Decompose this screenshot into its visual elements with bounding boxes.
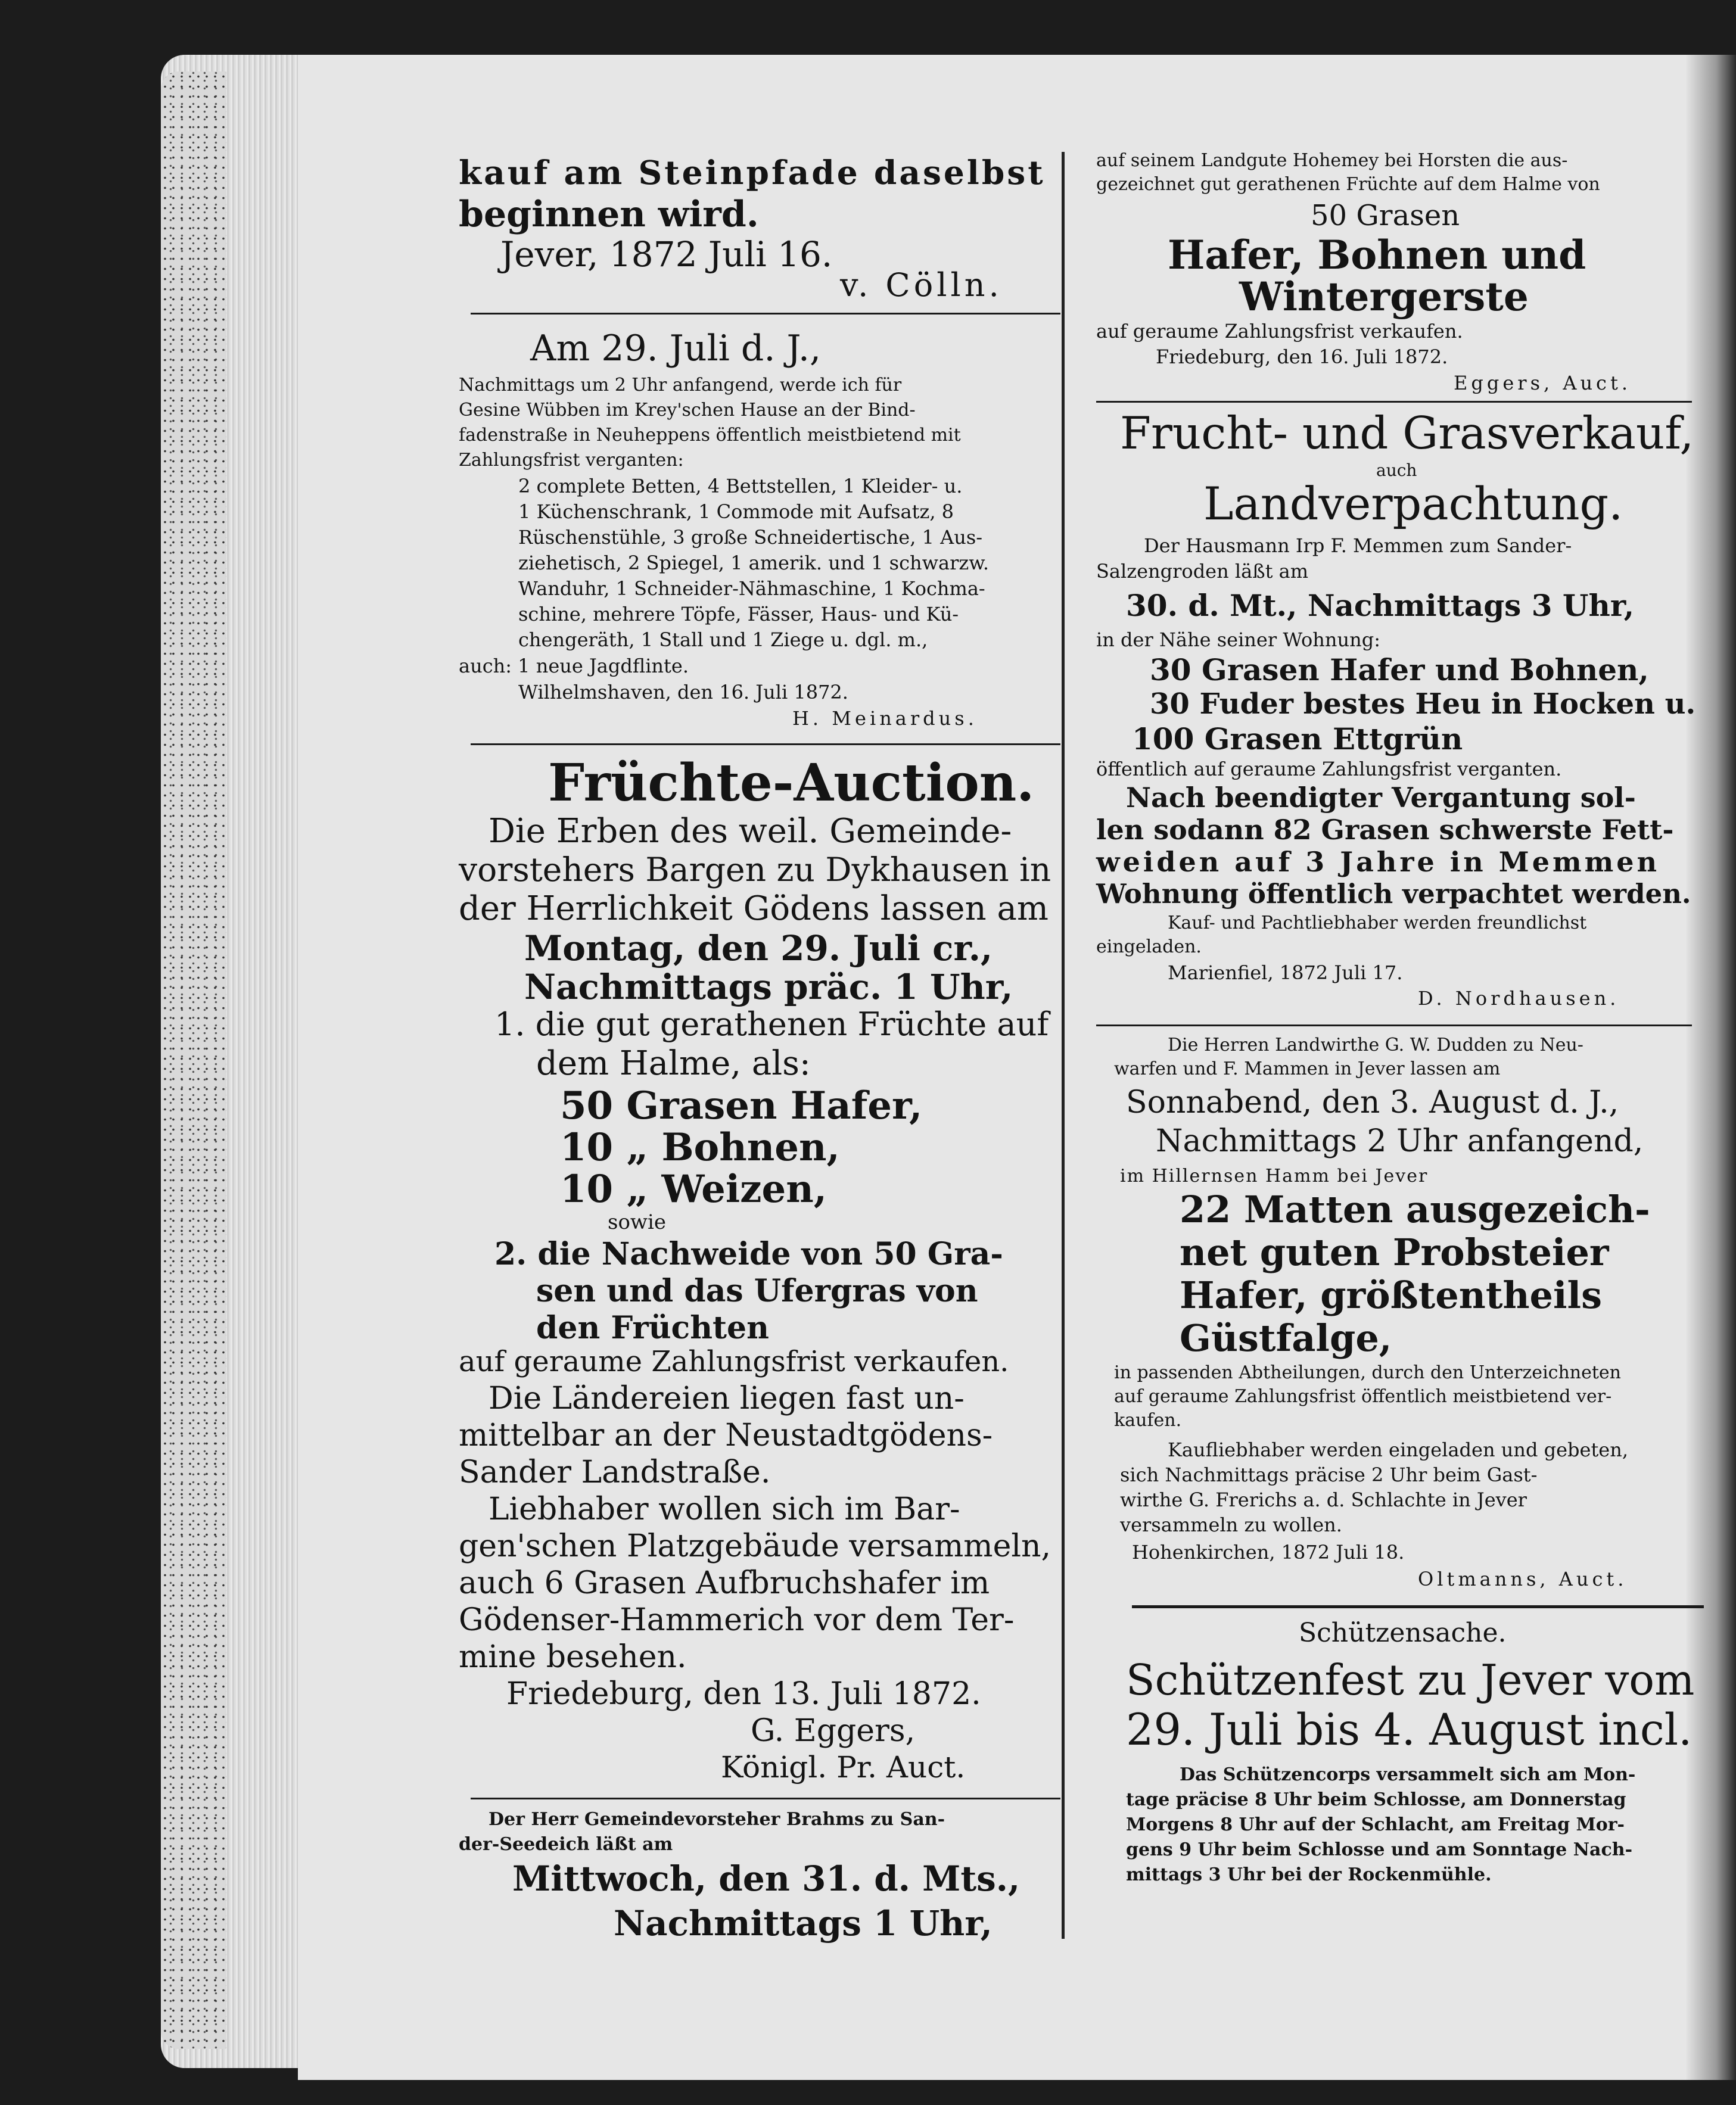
ad-line: 2. die Nachweide von 50 Gra- — [494, 1236, 1003, 1272]
ad-line: Salzengroden läßt am — [1096, 560, 1309, 583]
ad-line: 1 Küchenschrank, 1 Commode mit Aufsatz, 8 — [518, 500, 954, 523]
ad-line: Zahlungsfrist verganten: — [459, 450, 684, 471]
auction-time: Nachmittags präc. 1 Uhr, — [524, 967, 1013, 1007]
ad-line: weiden auf 3 Jahre in Memmen — [1096, 846, 1660, 878]
speckled-book-edge — [161, 71, 226, 2049]
place-date: Friedeburg, den 13. Juli 1872. — [506, 1676, 981, 1712]
ad-separator — [471, 313, 1060, 314]
ad-line: Kaufliebhaber werden eingeladen und gebeten, — [1168, 1438, 1629, 1461]
ad-line: wirthe G. Frerichs a. d. Schlachte in Jever — [1120, 1489, 1527, 1511]
ad-line: Gesine Wübben im Krey'schen Hause an der Bind- — [459, 400, 916, 421]
ad-line: mittelbar an der Neustadtgödens- — [459, 1418, 993, 1453]
lot-line: 100 Grasen Ettgrün — [1132, 721, 1463, 756]
ad-line: Nach beendigter Vergantung sol- — [1126, 781, 1636, 814]
ad-line: fadenstraße in Neuheppens öffentlich meistbietend mit — [459, 425, 961, 446]
ad-separator — [1132, 1605, 1704, 1608]
auction-date: Montag, den 29. Juli cr., — [524, 928, 993, 969]
ad-line: in passenden Abtheilungen, durch den Unterzeichneten — [1114, 1362, 1621, 1383]
ad-line: auf geraume Zahlungsfrist verkaufen. — [1096, 320, 1463, 342]
section-kicker: Schützensache. — [1299, 1618, 1507, 1648]
ad-line: eingeladen. — [1096, 936, 1202, 957]
ad-line: sowie — [608, 1210, 667, 1234]
lot-line: 30 Fuder bestes Heu in Hocken u. — [1150, 687, 1696, 721]
place-date: Hohenkirchen, 1872 Juli 18. — [1132, 1541, 1405, 1564]
place-date: Jever, 1872 Juli 16. — [500, 234, 833, 275]
ad-separator — [1096, 1025, 1692, 1026]
lot-line: 10 „ Bohnen, — [560, 1125, 840, 1170]
ad-line: 50 Grasen — [1311, 199, 1460, 232]
ad-line: kaufen. — [1114, 1410, 1182, 1431]
lot-line: 30 Grasen Hafer und Bohnen, — [1150, 652, 1649, 687]
ad-line: Nachmittags um 2 Uhr anfangend, werde ich für — [459, 375, 902, 396]
ad-line: sich Nachmittags präcise 2 Uhr beim Gast- — [1120, 1463, 1538, 1486]
auction-date: 30. d. Mt., Nachmittags 3 Uhr, — [1126, 588, 1635, 623]
ad-heading: Am 29. Juli d. J., — [530, 328, 822, 369]
ad-heading: Schützenfest zu Jever vom — [1126, 1655, 1695, 1705]
auction-date: Sonnabend, den 3. August d. J., — [1126, 1085, 1619, 1120]
ad-line: dem Halme, als: — [536, 1044, 811, 1083]
ad-line: Die Erben des weil. Gemeinde- — [489, 812, 1012, 851]
ad-line: schine, mehrere Töpfe, Fässer, Haus- und Kü- — [518, 603, 959, 625]
ad-line: Kauf- und Pachtliebhaber werden freundlichst — [1168, 913, 1587, 933]
ad-line: versammeln zu wollen. — [1120, 1514, 1342, 1536]
ad-line: gezeichnet gut gerathenen Früchte auf dem Halme von — [1096, 174, 1600, 195]
lot-line: Güstfalge, — [1180, 1316, 1392, 1360]
ad-subheading: Landverpachtung. — [1203, 477, 1623, 530]
ad-line: Sander Landstraße. — [459, 1455, 771, 1490]
ad-line: len sodann 82 Grasen schwerste Fett- — [1096, 814, 1674, 846]
lot-line: Wintergerste — [1239, 273, 1529, 320]
auction-time: Nachmittags 2 Uhr anfangend, — [1156, 1123, 1644, 1159]
column-divider — [1062, 152, 1065, 1939]
ad-line: auf geraume Zahlungsfrist öffentlich meistbietend ver- — [1114, 1386, 1612, 1407]
continued-line: beginnen wird. — [459, 194, 759, 235]
ad-heading: Früchte-Auction. — [548, 753, 1035, 813]
signature: v. Cölln. — [840, 266, 1003, 304]
ad-line: Wanduhr, 1 Schneider-Nähmaschine, 1 Kochma- — [518, 577, 985, 600]
ad-line: auch: 1 neue Jagdflinte. — [459, 655, 689, 677]
gutter-shadow — [1686, 55, 1736, 2080]
ad-line: Liebhaber wollen sich im Bar- — [489, 1491, 960, 1527]
signature: G. Eggers, — [751, 1713, 916, 1749]
ad-line: auch 6 Grasen Aufbruchshafer im — [459, 1565, 990, 1601]
ad-line: Die Herren Landwirthe G. W. Dudden zu Neu- — [1168, 1035, 1583, 1055]
auction-date: Mittwoch, den 31. d. Mts., — [512, 1858, 1021, 1899]
signature-title: Königl. Pr. Auct. — [721, 1750, 966, 1785]
ad-line: chengeräth, 1 Stall und 1 Ziege u. dgl. m., — [518, 628, 928, 651]
auction-time: Nachmittags 1 Uhr, — [614, 1903, 993, 1944]
ad-line: sen und das Ufergras von — [536, 1273, 978, 1309]
ad-line: im Hillernsen Hamm bei Jever — [1120, 1166, 1429, 1187]
ad-line: in der Nähe seiner Wohnung: — [1096, 628, 1380, 651]
ad-line: auch — [1376, 460, 1417, 480]
ad-line: auf seinem Landgute Hohemey bei Horsten die aus- — [1096, 150, 1568, 171]
ad-line: 2 complete Betten, 4 Bettstellen, 1 Kleider- u. — [518, 475, 963, 497]
ad-line: Die Ländereien liegen fast un- — [489, 1381, 965, 1416]
ad-line: tage präcise 8 Uhr beim Schlosse, am Donnerstag — [1126, 1789, 1626, 1810]
signature: H. Meinardus. — [792, 707, 978, 730]
lot-line: net guten Probsteier — [1180, 1231, 1609, 1274]
ad-line: Wohnung öffentlich verpachtet werden. — [1096, 878, 1691, 910]
ad-line: der Herrlichkeit Gödens lassen am — [459, 889, 1049, 928]
ad-separator — [471, 743, 1060, 745]
ad-heading: Frucht- und Grasverkauf, — [1120, 407, 1694, 459]
signature: Oltmanns, Auct. — [1418, 1568, 1628, 1590]
ad-line: öffentlich auf geraume Zahlungsfrist verganten. — [1096, 758, 1562, 780]
ad-separator — [1096, 401, 1692, 403]
lot-line: Hafer, größtentheils — [1180, 1273, 1603, 1317]
ad-line: vorstehers Bargen zu Dykhausen in — [459, 851, 1051, 889]
ad-line: Der Hausmann Irp F. Memmen zum Sander- — [1144, 534, 1572, 557]
ad-line: Das Schützencorps versammelt sich am Mon- — [1180, 1764, 1636, 1785]
ad-separator — [471, 1798, 1060, 1799]
signature: Eggers, Auct. — [1454, 372, 1631, 394]
place-date: Marienfiel, 1872 Juli 17. — [1168, 961, 1403, 984]
ad-line: den Früchten — [536, 1310, 769, 1346]
lot-line: Hafer, Bohnen und — [1168, 232, 1586, 278]
continued-line: kauf am Steinpfade daselbst — [459, 153, 1046, 192]
ad-line: Morgens 8 Uhr auf der Schlacht, am Freitag Mor- — [1126, 1814, 1625, 1835]
ad-line: Der Herr Gemeindevorsteher Brahms zu San- — [489, 1809, 945, 1830]
signature: D. Nordhausen. — [1418, 987, 1620, 1010]
ad-line: gen'schen Platzgebäude versammeln, — [459, 1528, 1051, 1564]
ad-line: Rüschenstühle, 3 große Schneidertische, 1 Aus- — [518, 526, 983, 549]
place-date: Wilhelmshaven, den 16. Juli 1872. — [518, 681, 848, 703]
ad-line: mine besehen. — [459, 1639, 687, 1675]
ad-line: der-Seedeich läßt am — [459, 1834, 673, 1855]
lot-line: 50 Grasen Hafer, — [560, 1083, 923, 1128]
place-date: Friedeburg, den 16. Juli 1872. — [1156, 345, 1448, 368]
ad-line: gens 9 Uhr beim Schlosse und am Sonntage Nach- — [1126, 1839, 1633, 1860]
ad-line: Gödenser-Hammerich vor dem Ter- — [459, 1602, 1015, 1638]
ad-line: warfen und F. Mammen in Jever lassen am — [1114, 1058, 1501, 1079]
lot-line: 22 Matten ausgezeich- — [1180, 1188, 1650, 1231]
ad-heading: 29. Juli bis 4. August incl. — [1126, 1705, 1693, 1755]
ad-line: ziehetisch, 2 Spiegel, 1 amerik. und 1 schwarzw. — [518, 552, 989, 574]
ad-line: mittags 3 Uhr bei der Rockenmühle. — [1126, 1864, 1492, 1885]
ad-line: 1. die gut gerathenen Früchte auf — [494, 1005, 1049, 1043]
lot-line: 10 „ Weizen, — [560, 1167, 827, 1212]
ad-line: auf geraume Zahlungsfrist verkaufen. — [459, 1345, 1009, 1378]
